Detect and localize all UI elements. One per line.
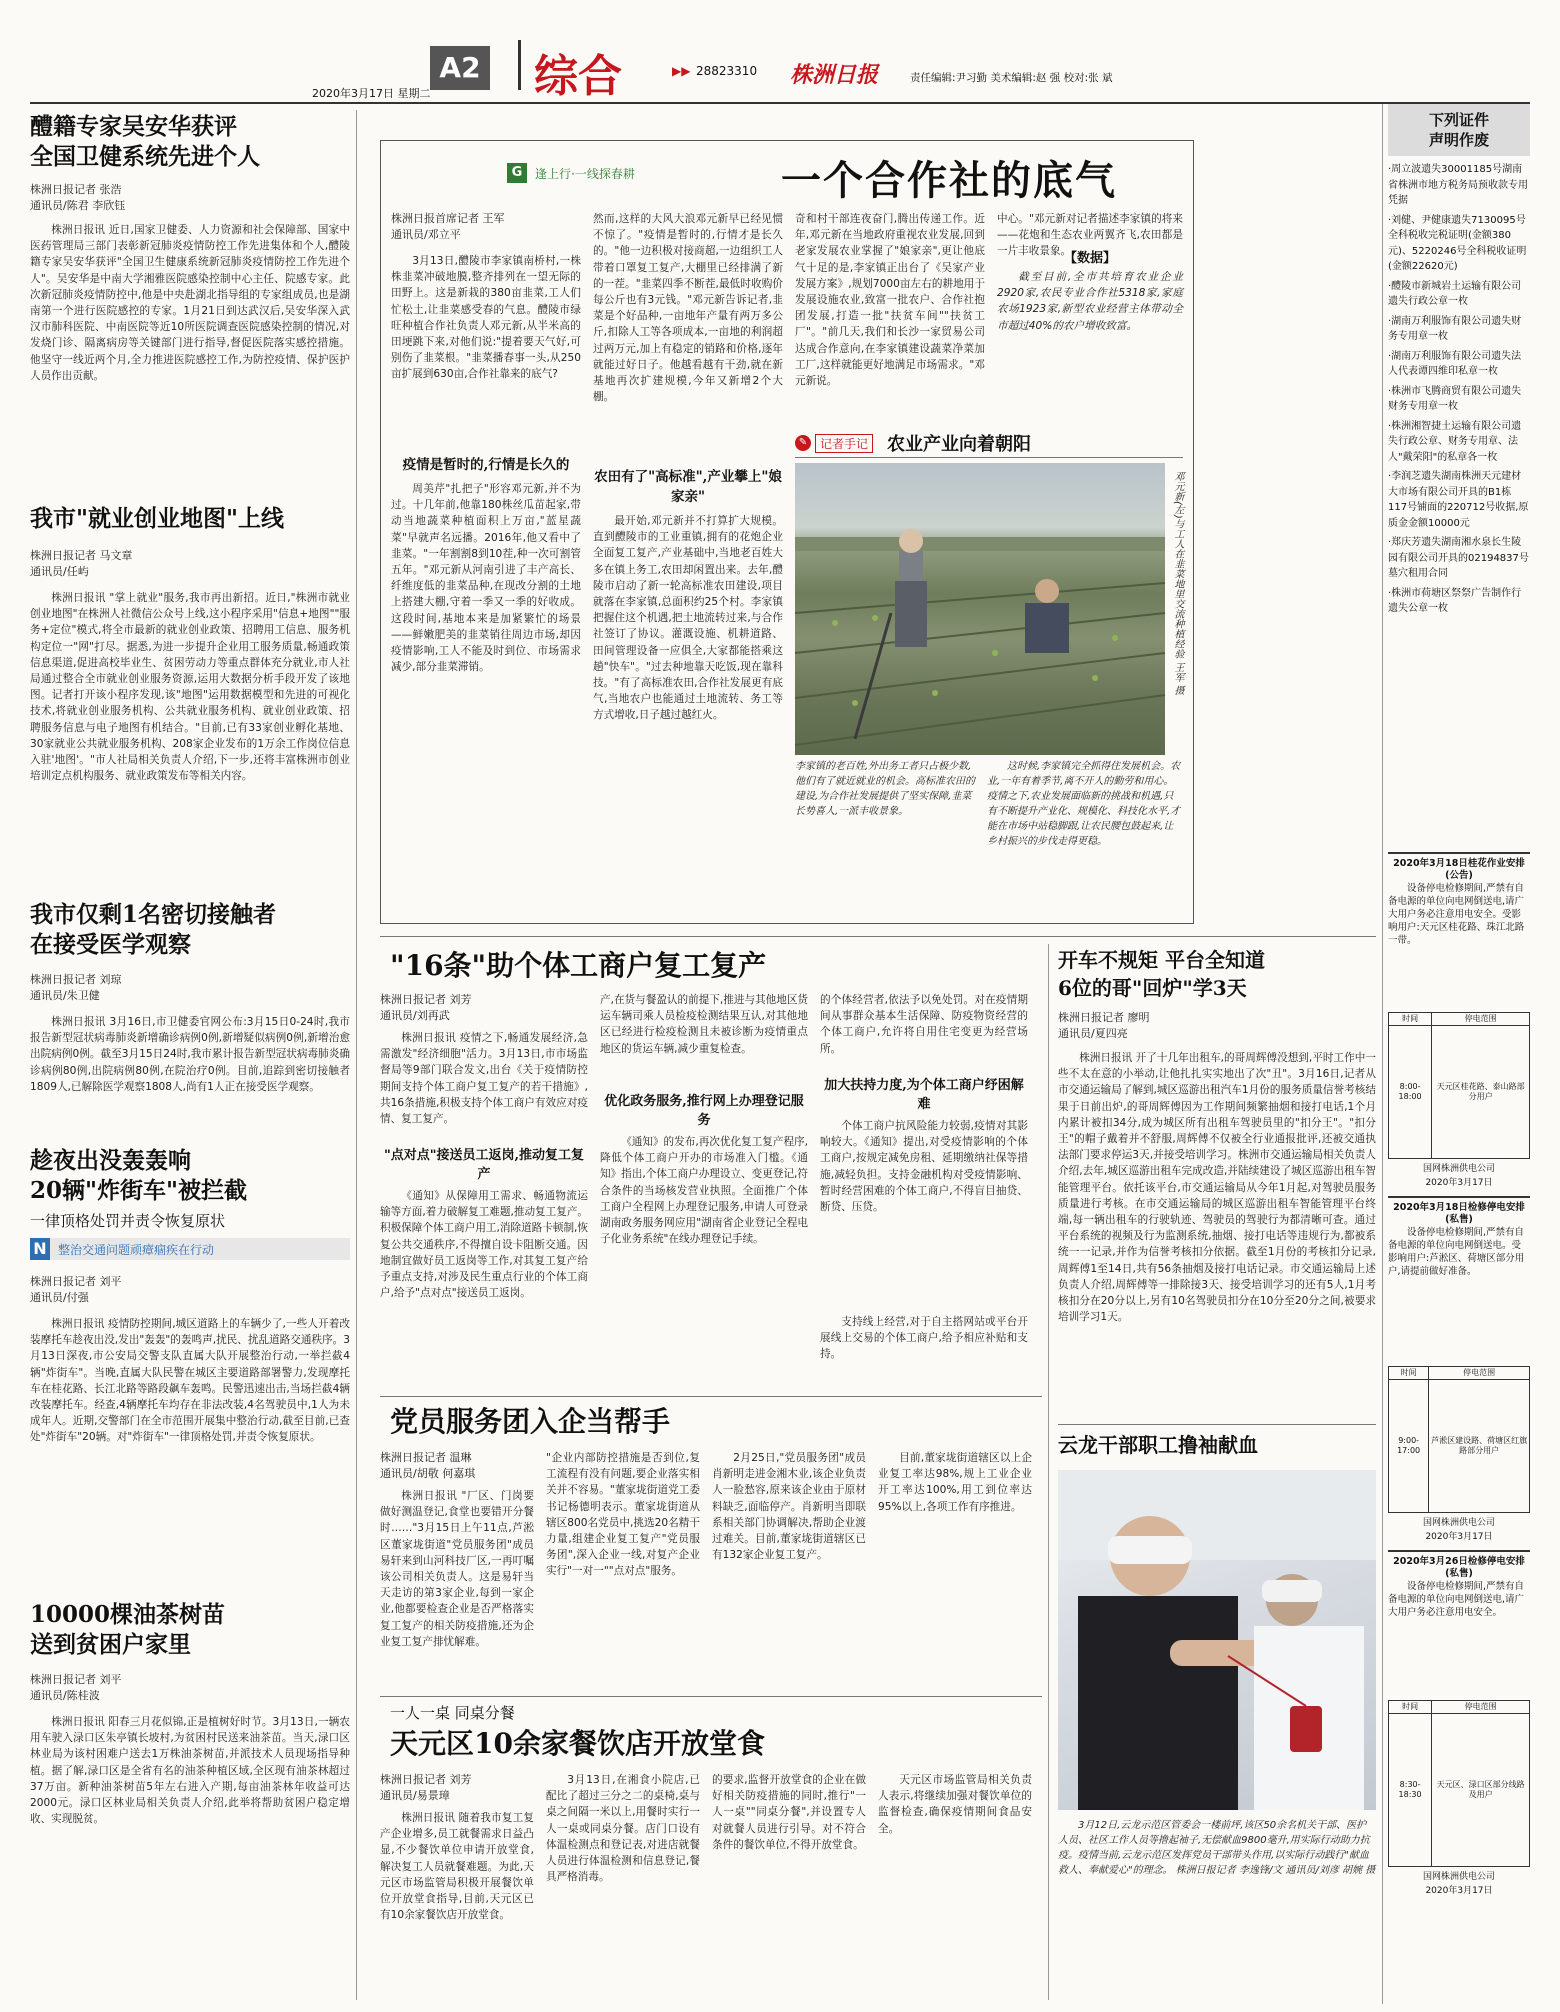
byline-correspondent: 通讯员/夏四亮 <box>1058 1027 1128 1040</box>
article-body-cont: 《通知》的发布,再次优化复工复产程序,降低个体工商户开办的市场准入门槛。《通知》指出,个体工商户办理设立、变更登记,符合条件的当场核发营业执照。全面推广个体工商户全程网上办理登记服务,申请人可登录湖南政务服务网应用"湖南省企业登记全程电子化业务系统"在线办理登记手续。 <box>600 1136 809 1246</box>
article-oil-tea-seedlings <box>30 1600 350 2000</box>
table-cell: 时间 <box>1389 1701 1432 1714</box>
notice-title: 下列证件 <box>1428 111 1489 129</box>
column-3 <box>820 992 1028 1396</box>
page-number-text: A2 <box>439 51 481 84</box>
table-cell: 天元区桂花路、泰山路部分用户 <box>1432 1026 1530 1159</box>
power-notice-heading: 2020年3月18日桂花作业安排(公告) <box>1393 858 1525 881</box>
column-1 <box>380 1772 534 1972</box>
article-16-measures <box>380 946 1040 1386</box>
farm-photo <box>795 463 1165 755</box>
column-4 <box>878 1772 1032 1972</box>
topic-tag-text: 整治交通问题顽瘴痼疾在行动 <box>58 1242 215 1257</box>
article-body: 产,在货与餐盈认的前提下,推进与其他地区货运车辆司乘人员检疫检测结果互认,对其他地区已经进行检疫检测且未被诊断为疫情重点地区的货运车辆,减少重复检查。 <box>600 994 809 1055</box>
feature-tag-text: 逢上行·一线探春耕 <box>535 166 635 181</box>
byline-correspondent: 通讯员/陈桂波 <box>30 1689 100 1702</box>
power-notice-2 <box>1388 1196 1530 1544</box>
article-body: 株洲日报讯 近日,国家卫健委、人力资源和社会保障部、国家中医药管理局三部门表彰新冠肺炎疫情防控工作先进集体和个人,醴陵籍专家吴安华获评"全国卫生健康系统新冠肺炎疫情防控工作先进个人"。吴安华是中南大学湘雅医院感染控制中心主任、院感专家。此次新冠肺炎疫情防控中,他是中央赴湖北指导组的专家组成员,也是湖南第一个进行医院感控的专家。1月21日到达武汉后,吴安华深入武汉市肺科医院、中南医院等近10所医院调查医院感染控制的情况,对发烧门诊、隔离病房等关键部门进行指导,督促医院落实感控措施。他坚守一线近两个月,全力推进医院感控工作,为防控疫情、保护医护人员作出贡献。 <box>30 224 350 382</box>
power-notice-3 <box>1388 1550 1530 1898</box>
article-close-contact <box>30 900 350 1100</box>
notice-item: ·湖南万利服饰有限公司遗失财务专用章一枚 <box>1388 315 1522 342</box>
notes-title: 农业产业向着朝阳 <box>887 434 1032 455</box>
notes-icon: ✎ <box>795 435 811 451</box>
notice-footer-date: 2020年3月17日 <box>1425 1886 1493 1896</box>
article-body: 3月13日,醴陵市李家镇南桥村,一株株韭菜冲破地膜,整齐排列在一望无际的田野上。这是新栽的380亩韭菜,工人们忙松土,让韭菜感受春的气息。醴陵市绿旺种植合作社负责人邓元新,从半米高的田埂跳下来,对他们说:"提着要天气好,可别伤了韭菜根。"韭菜播春事一头,从250亩扩展到630亩,合作社靠来的底气? <box>391 255 581 381</box>
photo-caption: 3月12日,云龙示范区管委会一楼前坪,该区50余名机关干部、医护人员、社区工作人员等撸起袖子,无偿献血9800毫升,用实际行动助力抗疫。疫情当前,云龙示范区发挥党员干部带头作用,以实际行动践行"献血救人、奉献爱心"的理念。 株洲日报记者 李逸锋/文 通讯员/刘彦 胡婉 摄 <box>1058 1820 1376 1876</box>
feature-column-4 <box>997 211 1183 365</box>
editor-credits: 责任编辑:尹习勤 美术编辑:赵 强 校对:张 斌 <box>910 72 1113 84</box>
headline: 党员服务团入企当帮手 <box>390 1405 671 1438</box>
notice-footer: 国网株洲供电公司 <box>1422 1872 1495 1882</box>
subheadline: 一律顶格处罚并责令恢复原状 <box>30 1212 226 1230</box>
headline: 天元区10余家餐饮店开放堂食 <box>390 1727 765 1760</box>
byline-reporter: 株洲日报首席记者 王军 <box>391 212 505 225</box>
column-2 <box>600 992 808 1396</box>
headline: 我市"就业创业地图"上线 <box>30 505 284 532</box>
power-notice-table <box>1388 1012 1530 1159</box>
table-cell: 8:00-18:00 <box>1389 1026 1432 1159</box>
article-noisy-motorbikes <box>30 1146 350 1516</box>
byline-reporter: 株洲日报记者 张浩 <box>30 183 122 196</box>
column-2 <box>546 1772 700 1972</box>
power-notice-body: 设备停电检修期间,严禁有自备电源的单位向电网倒送电,请广大用户务必注意用电安全。受影响用户:天元区桂花路、珠江北路一带。 <box>1388 883 1525 946</box>
power-notice-1 <box>1388 852 1530 1190</box>
data-box-body: 截至目前,全市共培育农业企业2920家,农民专业合作社5318家,家庭农场1923家,新型农业经营主体带动全市超过40%的农户增收致富。 <box>997 271 1183 332</box>
article-body: 3月13日,在湘食小院店,已配比了超过三分之二的桌椅,桌与桌之间隔一米以上,用餐时实行一人一桌或同桌分餐。店门口设有体温检测点和登记表,对进店就餐人员进行体温检测和信息登记,餐具严格消毒。 <box>546 1774 700 1884</box>
article-party-service <box>380 1402 1040 1692</box>
page-number <box>430 46 490 90</box>
power-notice-table <box>1388 1366 1530 1513</box>
notice-item: ·湖南万利服饰有限公司遗失法人代表谭四维印私章一枚 <box>1388 350 1522 377</box>
section-rule <box>380 1396 1042 1397</box>
byline-correspondent: 通讯员/付强 <box>30 1291 89 1304</box>
article-body-cont: 个体工商户抗风险能力较弱,疫情对其影响较大。《通知》提出,对受疫情影响的个体工商户,按规定减免房租、延期缴纳社保等措施,减轻负担。支持金融机构对受疫情影响、暂时经营困难的个体工商户,不得盲目抽贷、断贷、压贷。 <box>820 1120 1028 1214</box>
table-cell: 8:30-18:30 <box>1389 1714 1432 1867</box>
hotline-number: 28823310 <box>696 64 758 78</box>
article-body: 的个体经营者,依法予以免处罚。对在疫情期间从事群众基本生活保障、防疫物资经营的个体工商户,允许将自用住宅变更为经营场所。 <box>820 994 1028 1055</box>
article-body: 株洲日报讯 "掌上就业"服务,我市再出新招。近日,"株洲市就业创业地图"在株洲人社微信公众号上线,这小程序采用"信息+地图""服务+定位"模式,将全市最新的就业创业政策、招聘用工信息、服务机构定位一"网"打尽。据悉,为进一步提升企业用工服务质量,畅通政策信息渠道,促进高校毕业生、贫困劳动力等重点群体充分就业,市人社局通过整合全市就业创业服务资源,运用大数据分析手段开发了该地图。记者打开该小程序发现,该"地图"运用数据模型和先进的可视化技术,将就业创业服务机构、公共就业服务机构、就业创业政策、招聘服务信息与电子地图有机结合。"目前,已有33家创业孵化基地、30家就业公共就业服务机构、208家企业发布的1万余工作岗位信息入驻'地图'。"市人社局相关负责人介绍,下一步,还将丰富株洲市创业培训定点机构服务、就业政策发布等相关内容。 <box>30 592 350 783</box>
byline-reporter: 株洲日报记者 刘平 <box>30 1275 122 1288</box>
notes-body: 这时候,李家镇完全抓得住发展机会。农业,一年有着季节,离不开人的勤劳和用心。疫情之下,农业发展面临新的挑战和机遇,只有不断提升产业化、规模化、科技化水平,才能在市场中站稳脚跟,让农民腰包鼓起来,让乡村振兴的步伐走得更稳。 <box>987 761 1181 847</box>
byline-reporter: 株洲日报记者 刘平 <box>30 1673 122 1686</box>
article-body: 目前,董家垅街道辖区以上企业复工率达98%,规上工业企业开工率达100%,用工到位率达95%以上,各项工作有序推进。 <box>878 1452 1032 1513</box>
kicker: 一人一桌 同桌分餐 <box>390 1704 515 1722</box>
feature-box <box>380 140 1194 924</box>
notice-footer-date: 2020年3月17日 <box>1425 1178 1493 1188</box>
column-3 <box>712 1772 866 1972</box>
middle-right-divider <box>1048 944 1049 2000</box>
article-body: 株洲日报讯 "厂区、门岗要做好测温登记,食堂也要错开分餐时……"3月15日上午11点,芦淞区董家垅街道"党员服务团"成员易轩来到山河科技厂区,一再叮嘱该公司相关负责人。这是易轩当天走访的第3家企业,每到一家企业,他都要检查企业是否严格落实复工复产的相关防疫措施,还为企业复工复产排忧解难。 <box>380 1490 534 1648</box>
feature-column-3 <box>795 211 985 388</box>
article-columns <box>380 992 1040 1396</box>
byline-reporter: 株洲日报记者 廖明 <box>1058 1011 1150 1024</box>
table-row <box>1389 1380 1530 1513</box>
article-body: 中心。"邓元新对记者描述李家镇的将来——花炮和生态农业两翼齐飞,农田都是一片丰收景象。 <box>997 213 1183 258</box>
article-restaurants <box>380 1702 1040 2000</box>
subhead-2: 农田有了"高标准",产业攀上"娘家亲" <box>594 469 782 505</box>
headline: "16条"助个体工商户复工复产 <box>390 949 767 982</box>
notice-item: ·郑庆芳遗失湖南湘水泉长生陵园有限公司开具的02194837号墓穴租用合同 <box>1388 537 1529 579</box>
byline-reporter: 株洲日报记者 马文章 <box>30 549 133 562</box>
section-title: 综合 <box>534 51 622 102</box>
headline: 我市仅剩1名密切接触者 <box>30 901 277 928</box>
article-body-cont: 支持线上经营,对于自主搭网站或平台开展线上交易的个体工商户,给予相应补贴和支持。 <box>820 1316 1028 1361</box>
byline-reporter: 株洲日报记者 温琳 <box>380 1451 472 1464</box>
left-column-divider <box>356 110 357 2000</box>
table-cell: 停电范围 <box>1429 1367 1530 1380</box>
article-body: 株洲日报讯 随着我市复工复产企业增多,员工就餐需求日益凸显,不少餐饮单位申请开放堂食,解决复工人员就餐难题。为此,天元区市场监管局积极开展餐饮单位开放堂食指导,目前,天元区已有10余家餐饮店开放堂食。 <box>380 1812 534 1922</box>
headline: 醴籍专家吴安华获评 <box>30 113 237 140</box>
subhead: 加大扶持力度,为个体工商户纾困解难 <box>824 1078 1024 1112</box>
feature-column-1 <box>391 211 581 931</box>
byline-correspondent: 通讯员/刘再武 <box>380 1009 450 1022</box>
table-row <box>1389 1026 1530 1159</box>
subhead-1: 疫情是暂时的,行情是长久的 <box>402 457 570 473</box>
article-columns <box>380 1772 1040 1972</box>
table-row <box>1389 1701 1530 1714</box>
feature-column-2 <box>593 211 783 927</box>
photo-scene <box>795 463 1165 755</box>
byline-correspondent: 通讯员/邓立平 <box>391 228 461 241</box>
hotline-icon: ▶▶ <box>672 64 691 78</box>
article-body: 奇和村干部连夜奋门,腾出传递工作。近年,邓元新在当地政府重视农业发展,回到老家发展农业掌握了"娘家亲",更让他底气十足的是,李家镇正出台了《吴家产业发展方案》,规划7000亩左右的耕地用于发展设施农业,致富一批农户、合作社抱团发展,打造一批"扶贫车间""扶贫工厂"。"前几天,我们和长沙一家贸易公司达成合作意向,在李家镇建设蔬菜净菜加工厂,这样就能更好地满足市场需求。"邓元新说。 <box>795 213 985 388</box>
article-body: 株洲日报讯 疫情之下,畅通发展经济,急需激发"经济细胞"活力。3月13日,市市场监督局等9部门联合发文,出台《关于疫情防控期间支持个体工商户复工复产的若干措施》,共16条措施,积极支持个体工商户有效应对疫情、复工复产。 <box>380 1032 588 1126</box>
article-expert-award <box>30 112 350 382</box>
lost-certificates-notice <box>1388 104 1530 2002</box>
table-row <box>1389 1367 1530 1380</box>
article-body: 天元区市场监管局相关负责人表示,将继续加强对餐饮单位的监督检查,确保疫情期间食品安全。 <box>878 1774 1032 1835</box>
byline-reporter: 株洲日报记者 刘芳 <box>380 993 472 1006</box>
power-notice-heading: 2020年3月18日检修停电安排(私售) <box>1393 1202 1525 1225</box>
article-body: 的要求,监督开放堂食的企业在做好相关防疫措施的同时,推行"一人一桌""同桌分餐",并设置专人对就餐人员进行引导。对不符合条件的餐饮单位,不得开放堂食。 <box>712 1774 866 1851</box>
byline-reporter: 株洲日报记者 刘琼 <box>30 973 122 986</box>
notice-item: ·醴陵市新城岩土运输有限公司遗失行政公章一枚 <box>1388 280 1522 307</box>
column-1 <box>380 1450 534 1676</box>
reporter-notes-bar <box>795 429 1183 458</box>
byline-correspondent: 通讯员/朱卫健 <box>30 989 100 1002</box>
notice-footer-date: 2020年3月17日 <box>1425 1532 1493 1542</box>
table-row <box>1389 1013 1530 1026</box>
table-cell: 芦淞区建设路、荷塘区红旗路部分用户 <box>1429 1380 1530 1513</box>
table-cell: 时间 <box>1389 1367 1429 1380</box>
header-rule <box>30 102 1530 104</box>
table-cell: 停电范围 <box>1432 1701 1530 1714</box>
section-rule <box>380 936 1376 937</box>
subhead: "点对点"接送员工返岗,推动复工复产 <box>383 1148 585 1182</box>
article-columns <box>380 1450 1040 1676</box>
notice-item: ·刘健、尹健康遗失7130095号全科税收完税证明(金额380元)、5220246号全科税收证明(金额22620元) <box>1388 214 1527 272</box>
paper-logo: 株洲日报 <box>790 62 879 88</box>
byline-correspondent: 通讯员/任屿 <box>30 565 89 578</box>
power-notice-table <box>1388 1700 1530 1867</box>
notice-column-divider <box>1382 104 1383 2004</box>
table-cell: 天元区、渌口区部分线路及用户 <box>1432 1714 1530 1867</box>
headline-line2: 送到贫困户家里 <box>30 1631 191 1658</box>
topic-tag-letter: N <box>30 1238 50 1260</box>
article-body-cont: 《通知》从保障用工需求、畅通物流运输等方面,着力破解复工难题,推动复工复产。积极保障个体工商户用工,消除道路卡顿制,恢复公共交通秩序,不得擅自设卡阻断交通。因地制宜做好员工返岗等工作,对其复工复产给予重点支持,对涉及民生重点行业的个体工商户,给予"点对点"接送员工返岗。 <box>380 1190 589 1300</box>
table-cell: 时间 <box>1389 1013 1432 1026</box>
notice-item: ·周立波遗失30001185号湖南省株洲市地方税务局预收款专用凭据 <box>1388 164 1528 206</box>
article-body: "企业内部防控措施是否到位,复工流程有没有问题,要企业落实相关并不容易。"董家垅街道党工委书记杨德明表示。董家垅街道从辖区800名党员中,挑选20名精干力量,组建企业复工复产"党员服务团",深入企业一线,对复产企业实行"一对一""点对点"服务。 <box>546 1452 700 1578</box>
data-box-title: 【数据】 <box>1063 251 1116 266</box>
byline-correspondent: 通讯员/陈君 李欣钰 <box>30 199 126 212</box>
table-cell: 停电范围 <box>1432 1013 1530 1026</box>
headline-line2: 在接受医学观察 <box>30 931 191 958</box>
power-notice-heading: 2020年3月26日检修停电安排(私售) <box>1393 1556 1525 1579</box>
section-rule <box>1058 1424 1376 1425</box>
notice-item: ·株洲市荷塘区祭祭广告制作行遗失公章一枚 <box>1388 587 1522 614</box>
notice-item: ·李润芝遗失湖南株洲天元建材大市场有限公司开具的B1栋117号铺面的220712号收据,原质金金额10000元 <box>1388 471 1529 529</box>
byline-correspondent: 通讯员/易景璋 <box>380 1789 450 1802</box>
feature-tag <box>507 163 635 183</box>
article-blood-donation <box>1058 1430 1376 2000</box>
topic-tag <box>30 1238 350 1260</box>
article-body: 株洲日报讯 阳春三月花似锦,正是植树好时节。3月13日,一辆农用车驶入渌口区朱亭镇长坡村,为贫困村民送来油茶苗。当天,渌口区林业局为该村困难户送去1万株油茶树苗,并派技术人员现场指导种植。据了解,渌口区是全省有名的油茶种植区域,全区现有油茶林超过37万亩。新种油茶树苗5年左右进入产期,每亩油茶林年收益可达2000元。渌口区林业局相关负责人介绍,此举将帮助贫困户稳定增收、实现脱贫。 <box>30 1716 350 1826</box>
table-cell: 9:00-17:00 <box>1389 1380 1429 1513</box>
article-body-cont: 周美芹"扎把子"形容邓元新,并不为过。十几年前,他靠180株丝瓜苗起家,带动当地蔬菜种植面积上万亩,"蓝星蔬菜"早就声名远播。2016年,他又看中了韭菜。"一年割割8到10茬,种一次可割管五年。"邓元新从河南引进了丰产高长、纤维度低的韭菜品种,在现改分割的土地上搭建大棚,守着一季又一季的好收成。这段时间,基地本来是加紧繁忙的场景——鲜嫩肥美的韭菜销往周边市场,却因疫情影响,工人不能及时到位、市场需求减少,部分韭菜滞销。 <box>391 483 581 674</box>
article-body: 2月25日,"党员服务团"成员肖新明走进金湘木业,该企业负责人一脸愁容,原来该企业由于原材料缺乏,面临停产。肖新明当即联系相关部门协调解决,帮助企业渡过难关。目前,董家垅街道辖区已有132家企业复工复产。 <box>712 1452 866 1562</box>
article-body-cont: 最开始,邓元新并不打算扩大规模。直到醴陵市的工业重镇,拥有的花炮企业全面复工复产,产业基础中,当地老百姓大多在镇上务工,农田却闲置出来。去年,醴陵市启动了新一轮高标准农田建设,项目就落在李家镇,总面积约25个村。李家镇把握住这个机遇,把土地流转过来,与合作社签订了协议。灌溉设施、机耕道路、田间管理设备一应俱全,大家都能搭乘这趟"快车"。"过去种地靠天吃饭,现在靠科技。"有了高标准农田,合作社发展更有底气,当地农户也能通过土地流转、务工等方式增收,日子越过越红火。 <box>593 515 783 722</box>
blood-donation-photo <box>1058 1470 1376 1810</box>
notes-tag: 记者手记 <box>815 434 873 453</box>
column-3 <box>712 1450 866 1676</box>
column-4 <box>878 1450 1032 1676</box>
power-notice-body: 设备停电检修期间,严禁有自备电源的单位向电网倒送电。受影响用户:芦淞区、荷塘区部分用户,请提前做好准备。 <box>1388 1227 1525 1277</box>
photo-caption-vertical: 邓元新(左)与工人在韭菜地里交流种植经验 王军 摄 <box>1172 471 1183 696</box>
notice-title-line2: 声明作废 <box>1428 131 1489 149</box>
table-row <box>1389 1714 1530 1867</box>
column-2 <box>546 1450 700 1676</box>
column-1 <box>380 992 588 1396</box>
article-body: 株洲日报讯 疫情防控期间,城区道路上的车辆少了,一些人开着改装摩托车趁夜出没,发出"轰轰"的轰鸣声,扰民、扰乱道路交通秩序。3月13日深夜,市公安局交警支队直属大队开展整治行动,一举拦截4辆"炸街车"。当晚,直属大队民警在城区主要道路部署警力,发现摩托车在桂花路、长江北路等路段飙车轰鸣。民警迅速出击,当场拦截4辆改装摩托车。经查,4辆摩托车均存在非法改装,4名驾驶员中,1人为未成年人。近期,交警部门在全市范围开展集中整治行动,截至目前,已查处"炸街车"20辆。对"炸街车"一律顶格处罚,并责令恢复原状。 <box>30 1318 350 1444</box>
headline-line2: 6位的哥"回炉"学3天 <box>1058 976 1247 1000</box>
notice-footer: 国网株洲供电公司 <box>1422 1164 1495 1174</box>
subhead: 优化政务服务,推行网上办理登记服务 <box>604 1094 804 1128</box>
date-line: 2020年3月17日 星期二 <box>312 87 431 100</box>
section-rule <box>380 1696 1042 1697</box>
headline-line2: 全国卫健系统先进个人 <box>30 143 260 170</box>
photo-caption: 李家镇的老百姓,外出务工者只占极少数,他们有了就近就业的机会。高标准农田的建设,为合作社发展提供了坚实保障,韭菜长势喜人,一派丰收景象。 <box>795 761 975 817</box>
photo-scene <box>1058 1470 1376 1810</box>
article-body: 然而,这样的大风大浪邓元新早已经见惯不惊了。"疫情是暂时的,行情才是长久的。"他一边积极对接商超,一边组织工人带着口罩复工复产,大棚里已经排满了新的一茬。"韭菜四季不断茬,最低时收购价每公斤也有3元钱。"邓元新告诉记者,韭菜是个好品种,一亩地年产量有两万多公斤,扣除人工等各项成本,一亩地的利润超过两万元,加上有稳定的销路和价格,逐年就能过好日子。他越看越有干劲,就在新基地再次扩建规模,今年又新增2个大棚。 <box>593 213 783 404</box>
notice-item: ·株洲湘智捷土运输有限公司遗失行政公章、财务专用章、法人"戴荣阳"的私章各一枚 <box>1388 420 1522 463</box>
headline: 10000棵油茶树苗 <box>30 1601 226 1628</box>
headline: 云龙干部职工撸袖献血 <box>1058 1433 1258 1457</box>
article-taxi-driver <box>1058 946 1376 1416</box>
notice-item: ·株洲市飞腾商贸有限公司遗失财务专用章一枚 <box>1388 385 1522 412</box>
headline: 趁夜出没轰轰响 <box>30 1147 191 1174</box>
notice-list <box>1388 162 1530 852</box>
section-divider <box>518 40 521 90</box>
byline-correspondent: 通讯员/胡敬 何嘉琪 <box>380 1467 476 1480</box>
headline: 开车不规矩 平台全知道 <box>1058 948 1265 972</box>
headline-line2: 20辆"炸街车"被拦截 <box>30 1177 247 1204</box>
feature-title: 一个合作社的底气 <box>781 157 1117 204</box>
power-notice-body: 设备停电检修期间,严禁有自备电源的单位向电网倒送电,请广大用户务必注意用电安全。 <box>1388 1581 1525 1618</box>
masthead <box>0 0 1560 104</box>
notice-header <box>1388 104 1530 156</box>
article-body: 株洲日报讯 开了十几年出租车,的哥周辉傅没想到,平时工作中一些不太在意的小举动,让他扎扎实实地出了次"丑"。3月16日,记者从市交通运输局了解到,城区巡游出租汽车1月份的服务质量信誉考核结果于日前出炉,的哥周辉傅因为工作期间频繁抽烟和接打电话,1个月内累计被扣34分,成为城区所有出租车驾驶员里的"扣分王"。"扣分王"的帽子戴着并不舒服,周辉傅不仅被全行业通报批评,还被交通执法部门要求停运3天,并接受培训学习。株洲市交通运输局相关负责人介绍,去年,城区巡游出租车完成改造,并陆续建设了城区巡游出租车智能管理平台。依托该平台,市交通运输局从今年1月起,对驾驶员服务质量进行考核。在市交通运输局的城区巡游出租车智能管理平台终端,每一辆出租车的行驶轨迹、驾驶员的驾驶行为都清晰可查。通过平台系统的视频及行为监测系统,抽烟、接打电话等违规行为,都被系统一一记录,并作为信誉考核扣分依据。截至1月份的考核扣分记录,周辉傅1至14日,共有56条抽烟及接打电话记录。市交通运输局上述负责人介绍,周辉傅等一排除接3天、接受培训学习的还有5人,1月考核扣分在20分以上,另有10名驾驶员扣分在10分至20分之间,被要求培训学习1天。 <box>1058 1052 1376 1324</box>
byline-reporter: 株洲日报记者 刘芳 <box>380 1773 472 1786</box>
feature-tag-letter: G <box>507 163 527 183</box>
article-body: 株洲日报讯 3月16日,市卫健委官网公布:3月15日0-24时,我市报告新型冠状病毒肺炎新增确诊病例0例,新增疑似病例0例,新增治愈出院病例0例。截至3月15日24时,我市累计报告新型冠状病毒肺炎确诊病例80例,出院病例80例,在院治疗0例。目前,追踪到密切接触者1809人,已解除医学观察1808人,尚有1人正在接受医学观察。 <box>30 1016 350 1093</box>
notice-footer: 国网株洲供电公司 <box>1422 1518 1495 1528</box>
article-employment-map <box>30 504 350 884</box>
